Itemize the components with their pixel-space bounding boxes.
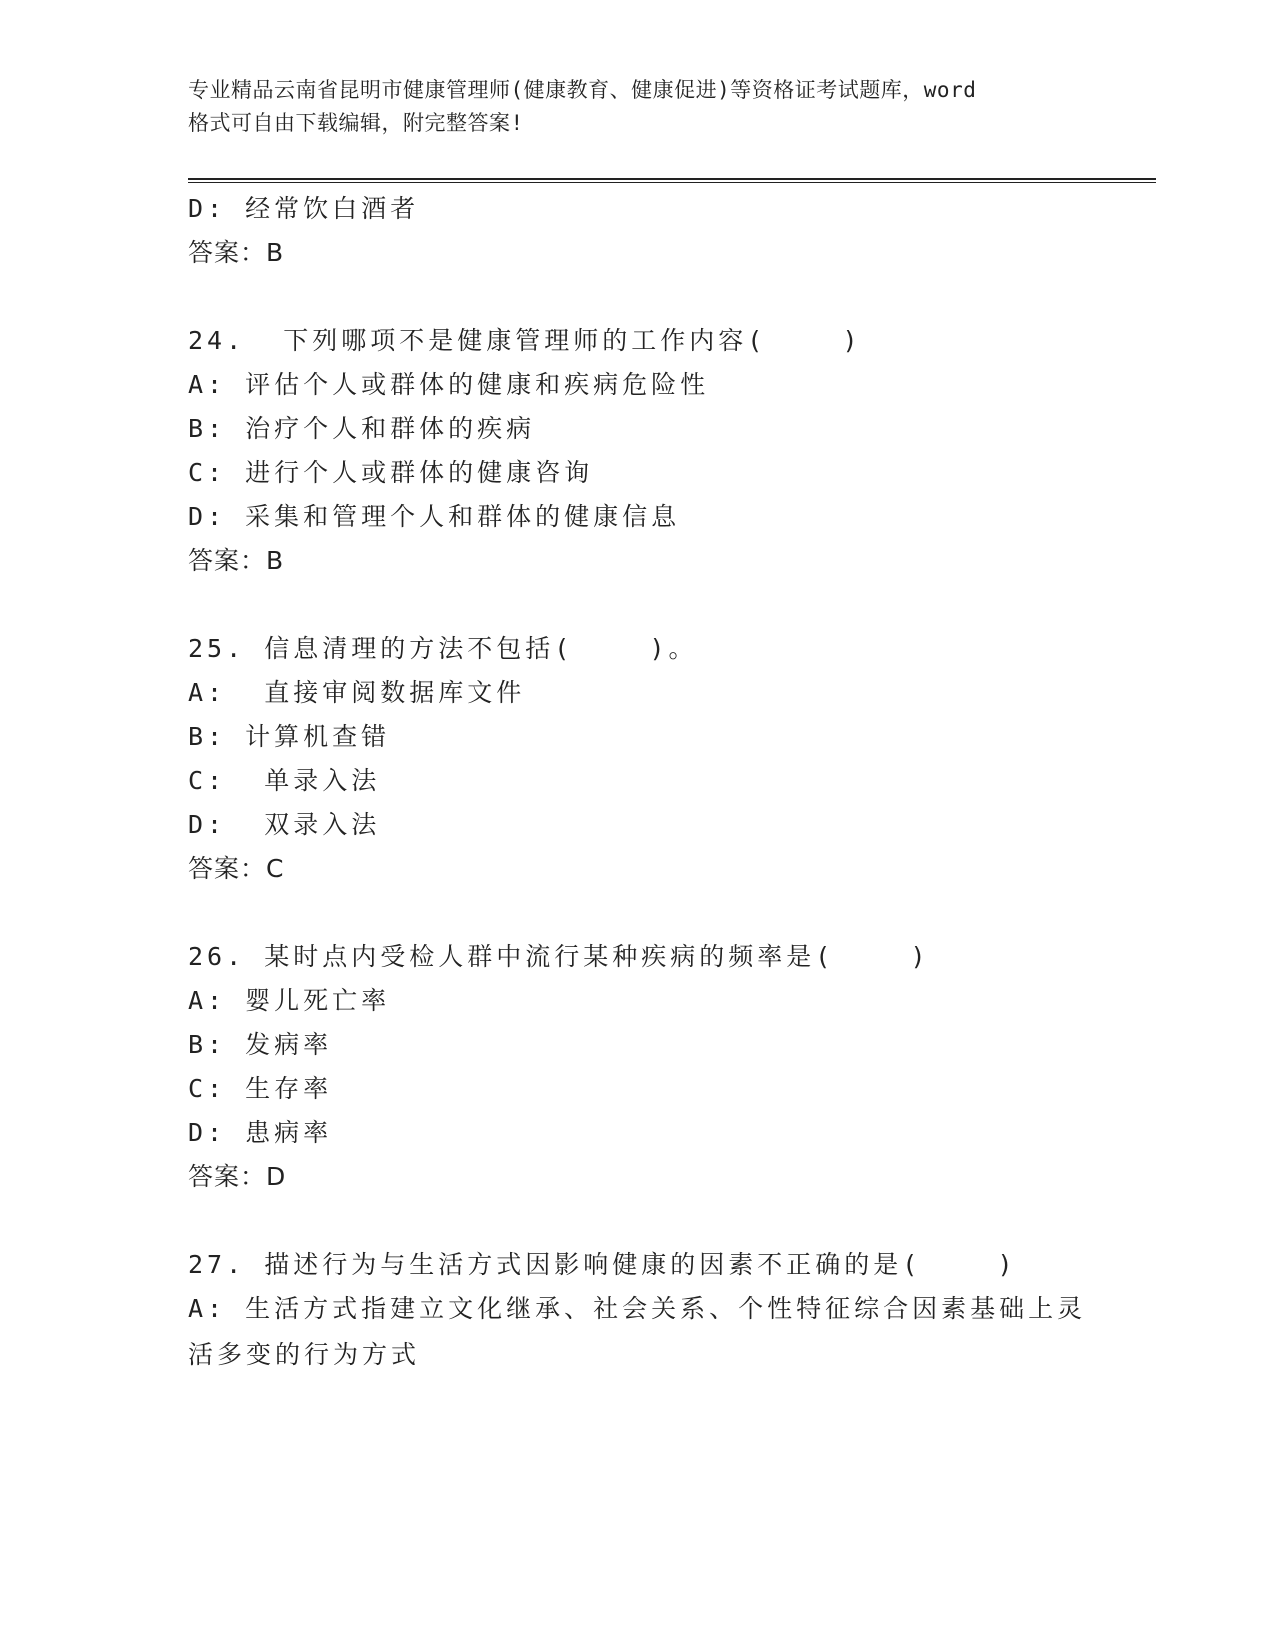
- q25-answer: 答案：C: [188, 854, 285, 883]
- q24-answer: 答案：B: [188, 546, 285, 575]
- q26-option-b: B: 发病率: [188, 1030, 333, 1059]
- q26-option-c: C: 生存率: [188, 1074, 333, 1103]
- q25-option-d: D: 双录入法: [188, 810, 381, 839]
- prev-option-d: D: 经常饮白酒者: [188, 194, 420, 223]
- q24-option-b: B: 治疗个人和群体的疾病: [188, 414, 536, 443]
- q25-stem: 25. 信息清理的方法不包括( )。: [188, 634, 698, 663]
- q24-option-c: C: 进行个人或群体的健康咨询: [188, 458, 594, 487]
- q24-option-a: A: 评估个人或群体的健康和疾病危险性: [188, 370, 710, 399]
- q25-option-c: C: 单录入法: [188, 766, 381, 795]
- q27-option-a: A: 生活方式指建立文化继承、社会关系、个性特征综合因素基础上灵活多变的行为方式: [188, 1294, 1087, 1369]
- header-line-2: 格式可自由下载编辑，附完整答案!: [188, 111, 524, 135]
- q24-stem: 24. 下列哪项不是健康管理师的工作内容( ): [188, 326, 862, 355]
- prev-answer: 答案：B: [188, 238, 285, 267]
- q27-stem: 27. 描述行为与生活方式因影响健康的因素不正确的是( ): [188, 1250, 1017, 1279]
- q25-option-a: A: 直接审阅数据库文件: [188, 678, 526, 707]
- q26-option-d: D: 患病率: [188, 1118, 333, 1147]
- q25-option-b: B: 计算机查错: [188, 722, 391, 751]
- q26-answer: 答案：D: [188, 1162, 287, 1191]
- q26-option-a: A: 婴儿死亡率: [188, 986, 391, 1015]
- header-divider: [188, 178, 1156, 183]
- q26-stem: 26. 某时点内受检人群中流行某种疾病的频率是( ): [188, 942, 930, 971]
- header-line-1: 专业精品云南省昆明市健康管理师(健康教育、健康促进)等资格证考试题库，word: [188, 78, 977, 102]
- page-header: [188, 74, 1088, 140]
- q24-option-d: D: 采集和管理个人和群体的健康信息: [188, 502, 681, 531]
